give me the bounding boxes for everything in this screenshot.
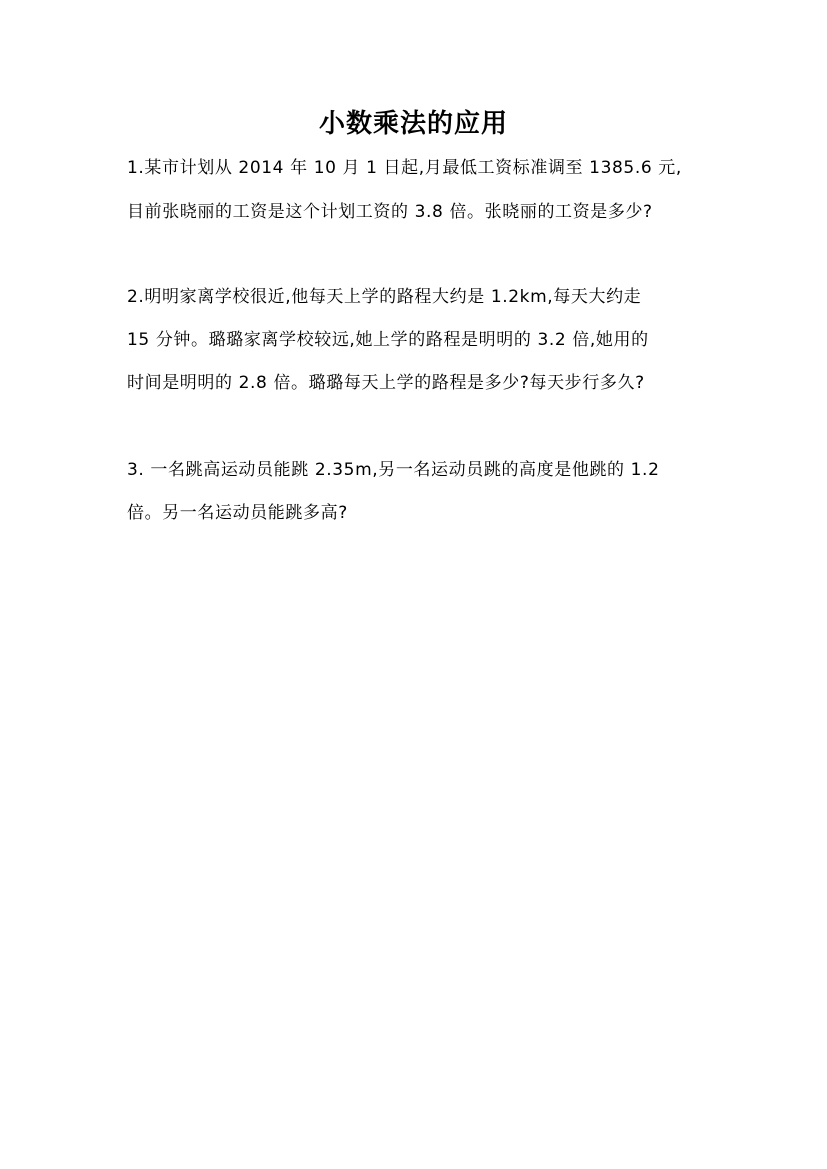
question-2-line-1: 2.明明家离学校很近,他每天上学的路程大约是 1.2km,每天大约走 — [127, 287, 642, 307]
page-title: 小数乘法的应用 — [318, 109, 508, 139]
question-1-line-2: 目前张晓丽的工资是这个计划工资的 3.8 倍。张晓丽的工资是多少? — [127, 202, 653, 222]
question-1-line-1: 1.某市计划从 2014 年 10 月 1 日起,月最低工资标准调至 1385.6 元, — [127, 158, 682, 178]
question-2-line-2: 15 分钟。璐璐家离学校较远,她上学的路程是明明的 3.2 倍,她用的 — [127, 330, 649, 350]
question-3-line-1: 3. 一名跳高运动员能跳 2.35m,另一名运动员跳的高度是他跳的 1.2 — [127, 460, 660, 480]
question-3-line-2: 倍。另一名运动员能跳多高? — [127, 503, 348, 523]
question-2-line-3: 时间是明明的 2.8 倍。璐璐每天上学的路程是多少?每天步行多久? — [127, 373, 645, 393]
